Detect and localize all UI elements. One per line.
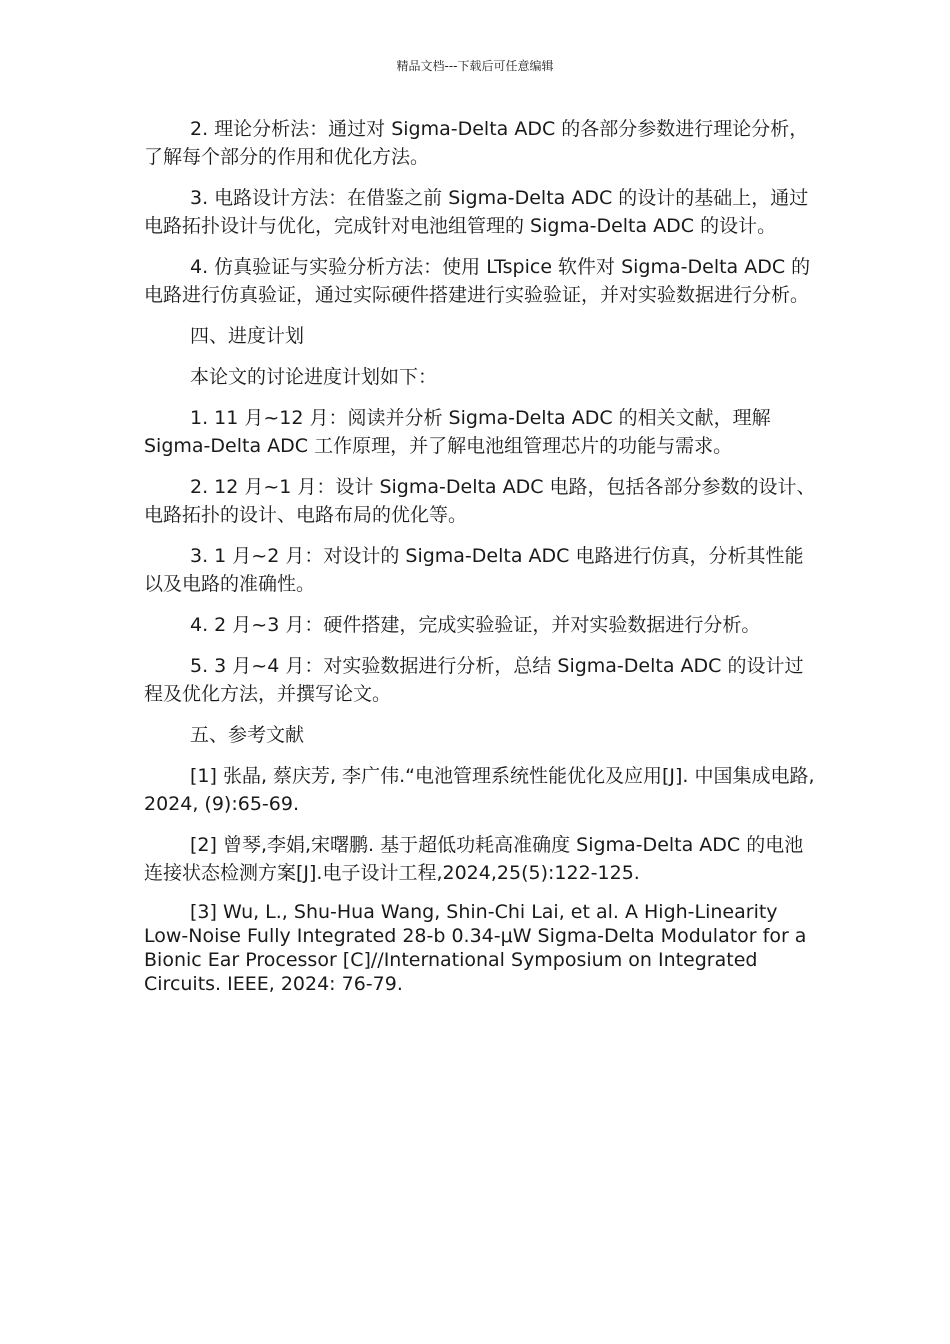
paragraph-method-4: 4. 仿真验证与实验分析方法：使用 LTspice 软件对 Sigma-Delta ADC 的电路进行仿真验证，通过实际硬件搭建进行实验验证，并对实验数据进行分析。 [144, 256, 811, 306]
paragraph-schedule-1: 1. 11 月~12 月：阅读并分析 Sigma-Delta ADC 的相关文献，理解 Sigma-Delta ADC 工作原理，并了解电池组管理芯片的功能与需求。 [144, 407, 771, 457]
reference-3: [3] Wu, L., Shu-Hua Wang, Shin-Chi Lai, et al. A High-Linearity Low-Noise Fully Integrated 28-b 0.34-μW Sigma-Delta Modulator for a Bionic Ear Processor [C]//International Symposium on Integrated Circuits. IEEE, 2024: 76-79. [144, 901, 807, 995]
paragraph-method-2: 2. 理论分析法：通过对 Sigma-Delta ADC 的各部分参数进行理论分析，了解每个部分的作用和优化方法。 [144, 118, 809, 168]
reference-1: [1] 张晶, 蔡庆芳, 李广伟.“电池管理系统性能优化及应用[J]. 中国集成电路, 2024, (9):65-69. [144, 765, 815, 815]
page-header: 精品文档---下载后可任意编辑 [396, 59, 554, 73]
paragraph-schedule-3: 3. 1 月~2 月：对设计的 Sigma-Delta ADC 电路进行仿真，分析其性能以及电路的准确性。 [144, 545, 804, 595]
reference-2: [2] 曾琴,李娟,宋曙鹏. 基于超低功耗高准确度 Sigma-Delta ADC 的电池连接状态检测方案[J].电子设计工程,2024,25(5):122-125. [144, 834, 804, 884]
section-heading-references: 五、参考文献 [190, 724, 305, 746]
document-body [144, 115, 816, 1009]
paragraph-schedule-2: 2. 12 月~1 月：设计 Sigma-Delta ADC 电路，包括各部分参数的设计、电路拓扑的设计、电路布局的优化等。 [144, 476, 816, 526]
paragraph-schedule-intro: 本论文的讨论进度计划如下： [190, 366, 438, 388]
paragraph-schedule-4: 4. 2 月~3 月：硬件搭建，完成实验验证，并对实验数据进行分析。 [190, 614, 761, 636]
paragraph-schedule-5: 5. 3 月~4 月：对实验数据进行分析，总结 Sigma-Delta ADC 的设计过程及优化方法，并撰写论文。 [144, 655, 804, 705]
section-heading-schedule: 四、进度计划 [190, 325, 305, 347]
paragraph-method-3: 3. 电路设计方法：在借鉴之前 Sigma-Delta ADC 的设计的基础上，通过电路拓扑设计与优化，完成针对电池组管理的 Sigma-Delta ADC 的设计。 [144, 187, 809, 237]
